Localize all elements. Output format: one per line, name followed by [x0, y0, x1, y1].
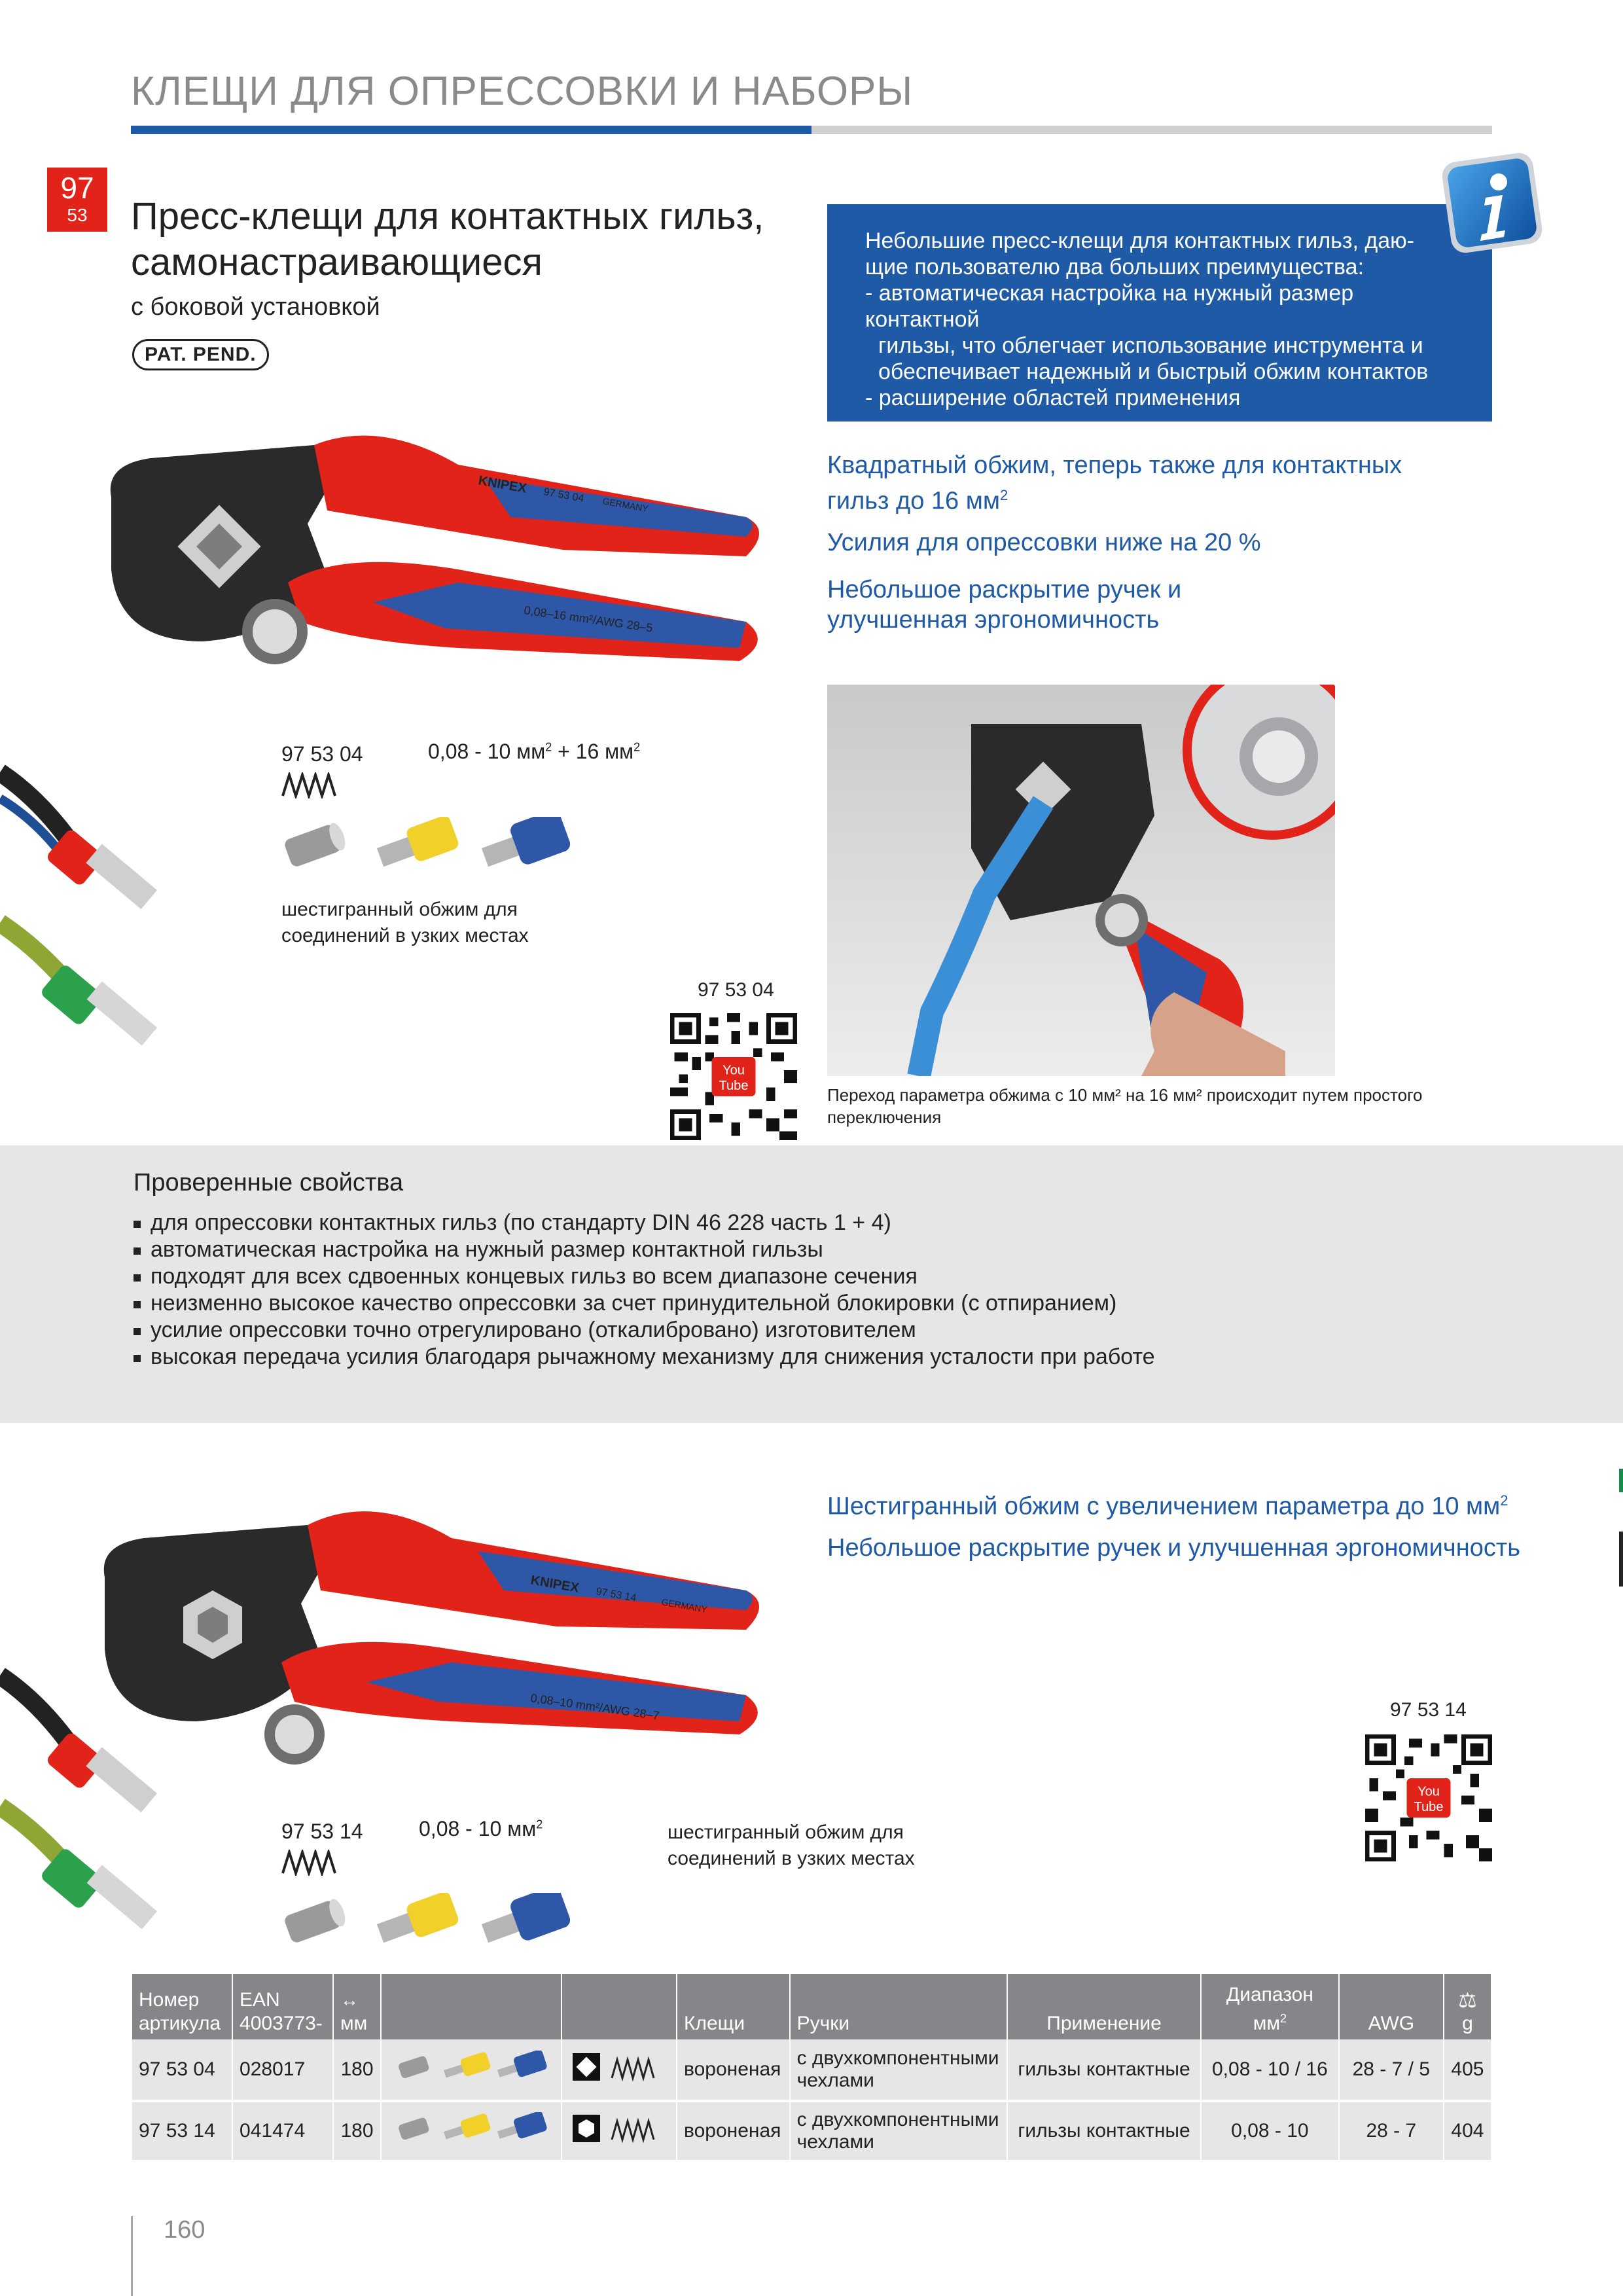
tool1-handle-print: 0,08–16 mm²/AWG 28–5	[523, 603, 654, 635]
feature-ergonomics-2: Небольшое раскрытие ручек и улучшенная эргономичность	[827, 1534, 1521, 1562]
tool1-range: 0,08 - 10 $мм^2 + 16$ $мм^2$	[428, 740, 641, 763]
tool2-handle-print: 0,08–10 mm²/AWG 28–7	[529, 1691, 660, 1723]
crimp-profile-icon	[281, 1850, 340, 1876]
table-row: 97 53 14 041474 180 вороненая с двухкомпонентными чехлами гильзы контактные 0,08 - 10 28 - 7 404	[132, 2100, 1491, 2160]
product-title-line1: Пресс-клещи для контактных гильз,	[131, 195, 764, 238]
badge-top: 97	[60, 171, 94, 205]
product-table	[131, 1974, 1492, 2160]
photo-caption: Переход параметра обжима с 10 мм² на 16 мм² происходит путем простого переключения	[827, 1085, 1423, 1127]
feature-hex-crimp: Шестигранный обжим с увеличением параметра до 10 $мм^2$	[827, 1492, 1508, 1520]
feature-ergonomics: Небольшое раскрытие ручек и улучшенная эргономичность	[827, 576, 1182, 634]
youtube-label: You	[1418, 1784, 1440, 1799]
col-length: ↔ мм	[334, 1974, 380, 2039]
product-subtitle: с боковой установкой	[131, 293, 380, 321]
ferrule-types-icon	[280, 1893, 588, 1952]
hexagon-profile-icon	[570, 2112, 668, 2145]
list-item: неизменно высокое качество опрессовки за счет принудительной блокировки (с отпиранием)	[134, 1290, 1155, 1317]
col-handles: Ручки	[791, 1974, 1007, 2039]
qr-code-youtube-1[interactable]	[670, 1013, 797, 1140]
properties-title: Проверенные свойства	[134, 1169, 404, 1196]
list-item: усилие опрессовки точно отрегулировано (откалибровано) изготовителем	[134, 1317, 1155, 1344]
product-title-line2: самонастраивающиеся	[131, 241, 543, 283]
col-ean: EAN 4003773-	[233, 1974, 332, 2039]
info-line: щие пользователю два больших преимущества:	[865, 255, 1364, 279]
properties-list	[134, 1210, 1155, 1371]
youtube-label: Tube	[719, 1079, 749, 1094]
tool1-code: 97 53 04	[281, 742, 363, 766]
col-application: Применение	[1008, 1974, 1200, 2039]
info-icon	[1435, 145, 1550, 260]
category-badge	[47, 168, 107, 232]
scale-icon: ⚖	[1458, 1988, 1477, 2012]
qr-code-youtube-2[interactable]	[1365, 1734, 1492, 1861]
col-range: Диапазон $мм^2$	[1202, 1974, 1338, 2039]
tool1-hex-note: шестигранный обжим для соединений в узких местах	[281, 899, 529, 946]
page-number: 160	[164, 2216, 205, 2244]
ferrule-types-small-icon	[393, 2112, 550, 2145]
col-ferrules	[382, 1974, 561, 2039]
qr1-code: 97 53 04	[698, 979, 774, 1001]
edge-tab-green	[1619, 1469, 1623, 1492]
crimp-profile-icon	[281, 772, 340, 798]
feature-force: Усилия для опрессовки ниже на 20 %	[827, 529, 1261, 556]
list-item: автоматическая настройка на нужный размер контактной гильзы	[134, 1236, 1155, 1263]
info-line: гильзы, что облегчает использование инструмента и	[878, 333, 1423, 358]
wire-ferrules-image-2	[0, 1662, 196, 1964]
youtube-label: Tube	[1414, 1800, 1444, 1815]
col-weight: ⚖ g	[1444, 1974, 1491, 2039]
usage-photo-illustration	[827, 685, 1335, 1076]
qr2-code: 97 53 14	[1390, 1699, 1467, 1721]
page-number-rule	[131, 2216, 133, 2296]
wire-ferrules-image-1	[0, 759, 196, 1073]
crimping-pliers-image-1	[92, 406, 772, 707]
col-awg: AWG	[1340, 1974, 1443, 2039]
info-line: обеспечивает надежный и быстрый обжим контактов	[878, 359, 1429, 384]
tool1-model-print: 97 53 04	[543, 486, 585, 505]
list-item: подходят для всех сдвоенных концевых гильз во всем диапазоне сечения	[134, 1263, 1155, 1290]
list-item: высокая передача усилия благодаря рычажному механизму для снижения усталости при работе	[134, 1344, 1155, 1371]
page-section-title: КЛЕЩИ ДЛЯ ОПРЕССОВКИ И НАБОРЫ	[131, 69, 914, 114]
info-box	[827, 204, 1492, 422]
ferrule-types-icon	[280, 817, 588, 876]
ferrule-types-small-icon	[393, 2051, 550, 2083]
tool2-hex-note: шестигранный обжим для соединений в узких местах	[668, 1821, 915, 1869]
list-item: для опрессовки контактных гильз (по стандарту DIN 46 228 часть 1 + 4)	[134, 1210, 1155, 1236]
patent-pending-badge: PAT. PEND.	[132, 339, 269, 370]
tool1-country-print: GERMANY	[601, 495, 649, 514]
tool1-brand: KNIPEX	[477, 473, 528, 496]
info-line: - расширение областей применения	[865, 386, 1241, 410]
table-header-row	[132, 1974, 1491, 2039]
product-title	[131, 194, 825, 285]
col-article: Номер артикула	[132, 1974, 232, 2039]
square-profile-icon	[570, 2051, 668, 2083]
info-line: - автоматическая настройка на нужный размер контактной	[865, 281, 1354, 332]
tool2-brand: KNIPEX	[529, 1573, 580, 1596]
tool2-model-print: 97 53 14	[595, 1586, 637, 1604]
usage-photo	[827, 685, 1335, 1076]
feature-square-crimp: Квадратный обжим, теперь также для контактных гильз до 16 $мм^2$	[827, 452, 1402, 515]
edge-tab-dark	[1619, 1532, 1623, 1587]
length-arrow-icon: ↔	[340, 1990, 359, 2010]
tool2-country-print: GERMANY	[660, 1596, 708, 1615]
col-jaws: Клещи	[677, 1974, 789, 2039]
table-row: 97 53 04 028017 180 вороненая с двухкомпонентными чехлами гильзы контактные 0,08 - 10 / 16 28 - 7 / 5 405	[132, 2039, 1491, 2100]
tool2-range: 0,08 - 10 $мм^2$	[419, 1817, 543, 1840]
info-line: Небольшие пресс-клещи для контактных гильз, даю-	[865, 228, 1414, 253]
tool2-code: 97 53 14	[281, 1820, 363, 1843]
youtube-label: You	[722, 1063, 745, 1078]
badge-bottom: 53	[67, 205, 88, 225]
header-rule-blue	[131, 126, 812, 134]
col-profile	[562, 1974, 676, 2039]
header-rule-grey	[812, 126, 1492, 134]
